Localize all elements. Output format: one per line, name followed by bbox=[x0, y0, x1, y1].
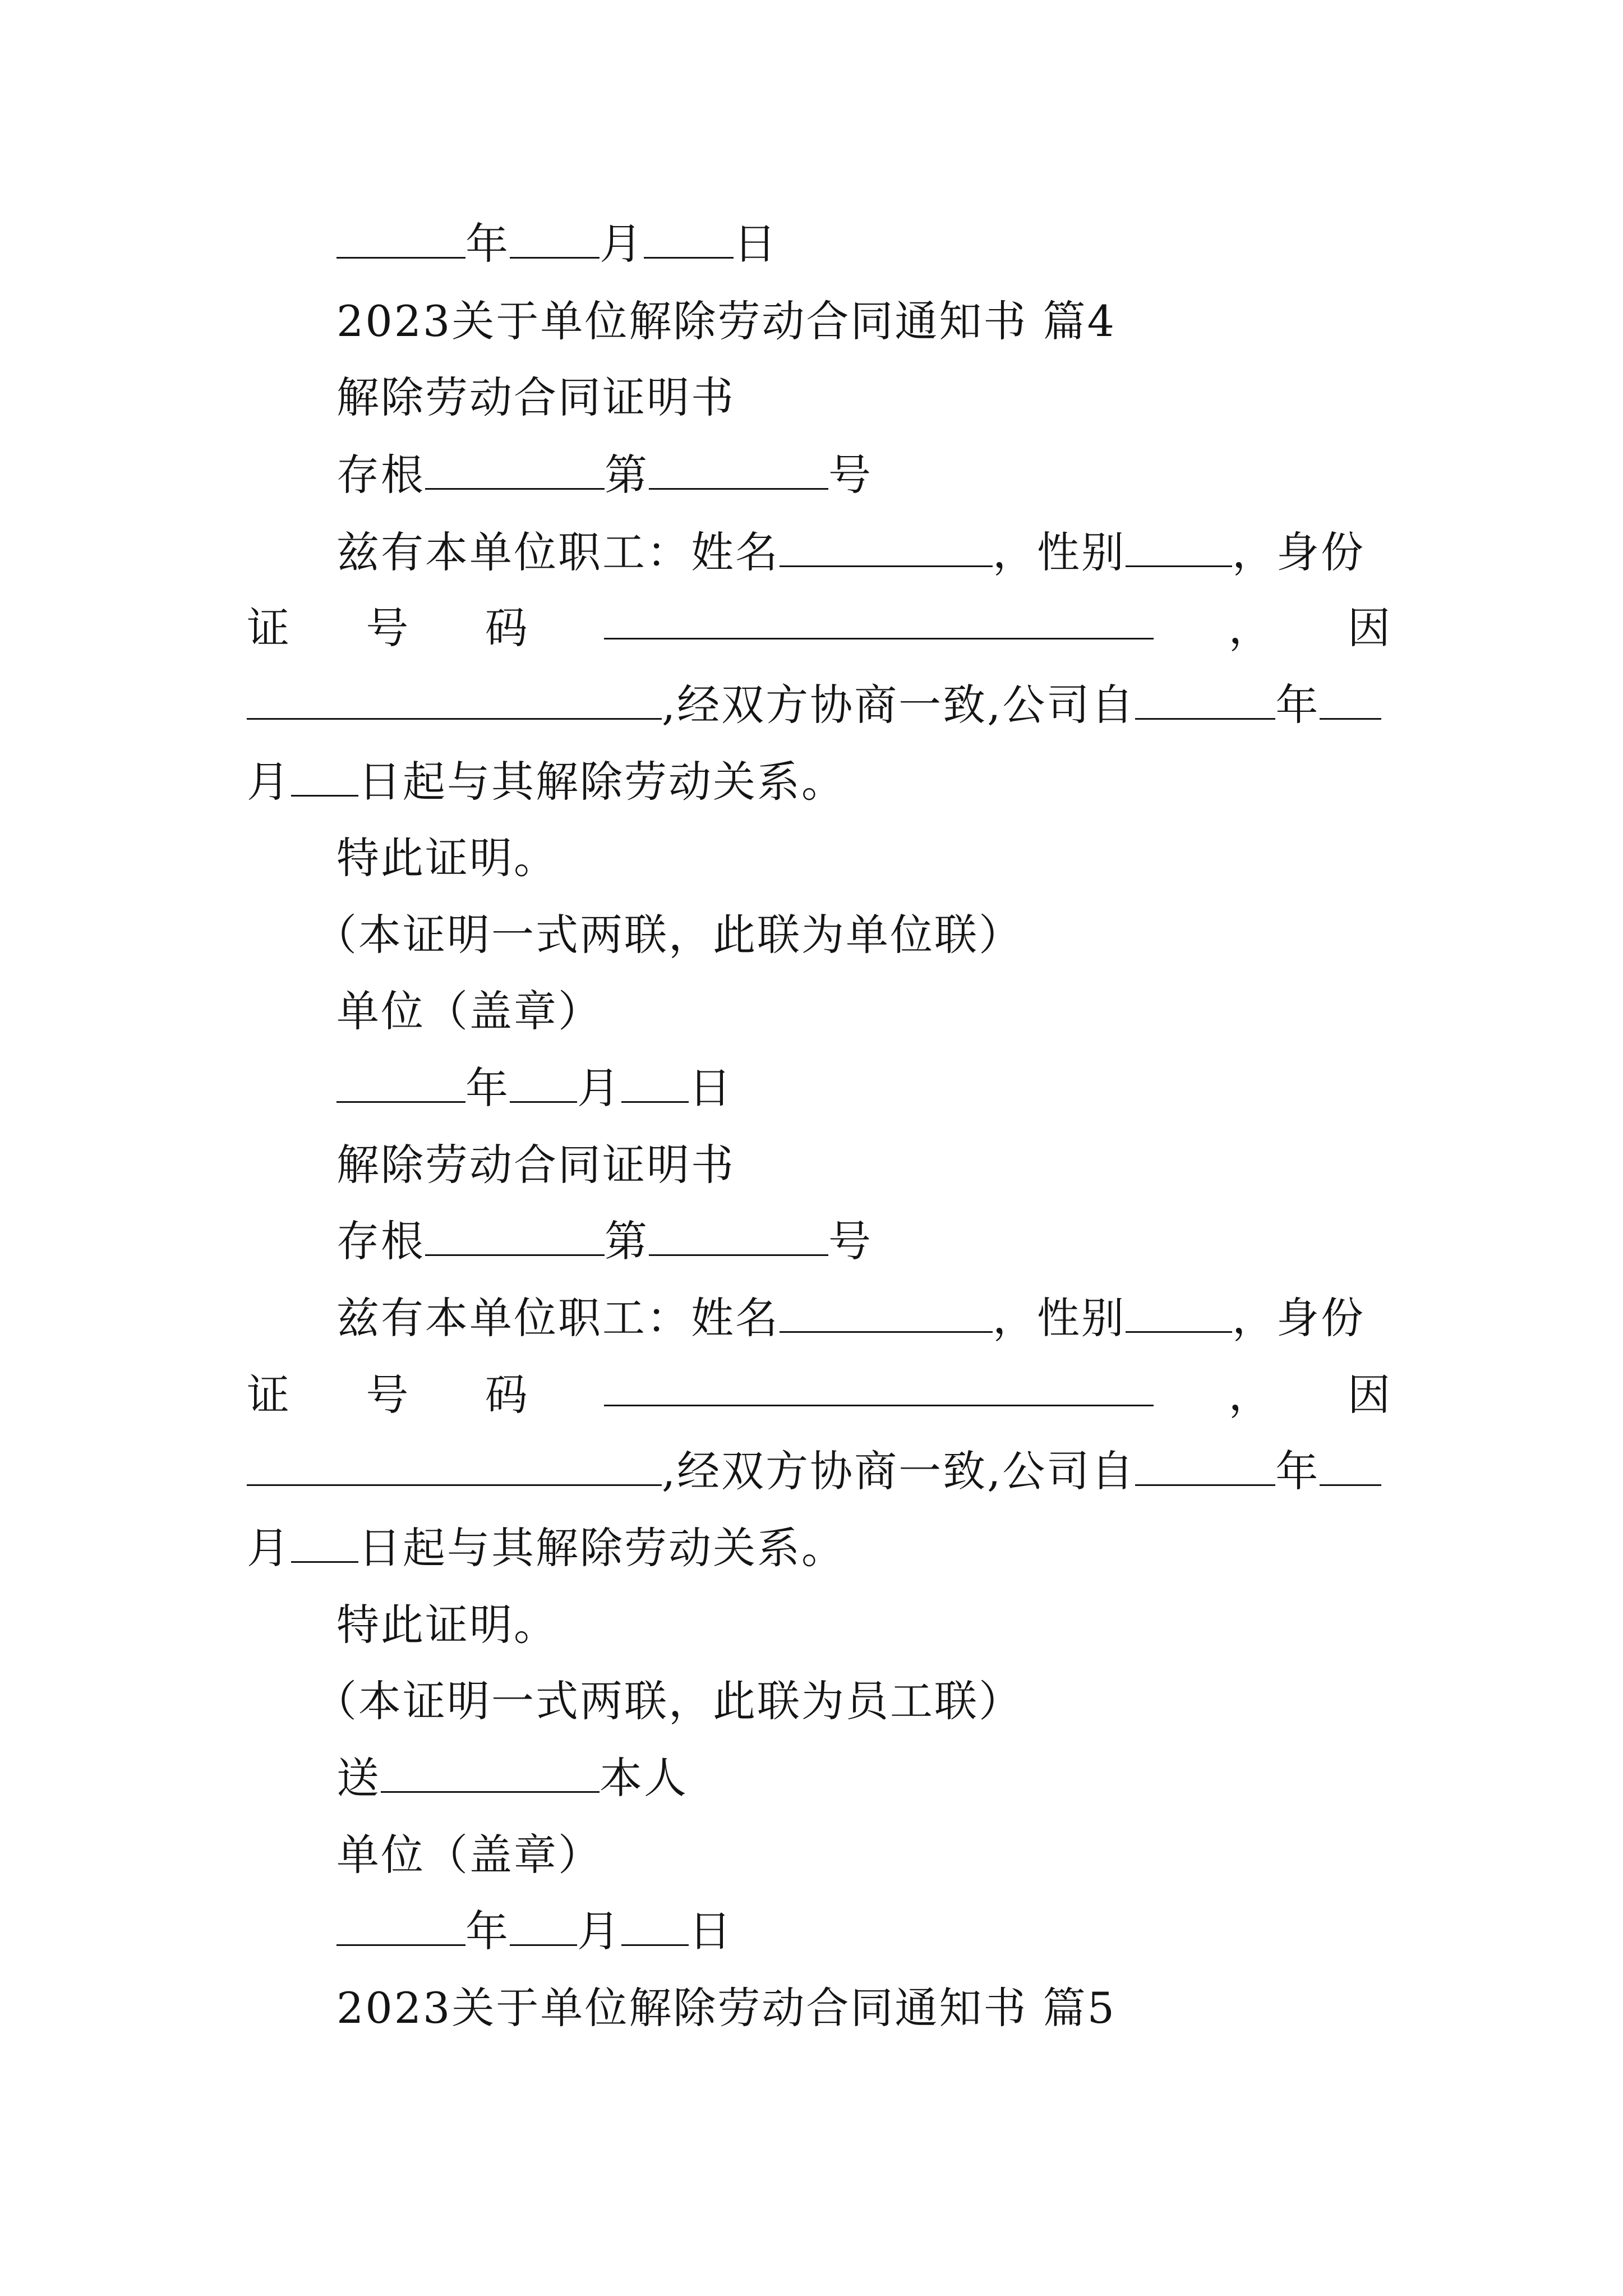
name-blank[interactable] bbox=[780, 1296, 993, 1333]
month-label: 月 bbox=[577, 1063, 621, 1113]
seal-line: 单位（盖章） bbox=[336, 1830, 602, 1880]
id-number-blank[interactable] bbox=[604, 1370, 1154, 1406]
id-label: ，身份 bbox=[1232, 527, 1365, 577]
gender-blank[interactable] bbox=[1126, 1296, 1232, 1333]
id-char: 因 bbox=[1347, 1370, 1392, 1420]
end-line bbox=[247, 757, 846, 807]
id-char: 证 bbox=[247, 1370, 291, 1420]
id-char: 号 bbox=[366, 603, 411, 653]
gender-label: ，性别 bbox=[993, 1293, 1126, 1343]
year-label: 年 bbox=[465, 1063, 510, 1113]
month-blank[interactable] bbox=[1320, 1450, 1381, 1486]
stub-no-label: 第 bbox=[605, 1216, 649, 1266]
gender-blank[interactable] bbox=[1126, 531, 1232, 567]
section-heading-5: 2023关于单位解除劳动合同通知书 篇5 bbox=[336, 1983, 1116, 2033]
id-number-line bbox=[247, 603, 1392, 654]
copy-note: （本证明一式两联，此联为单位联） bbox=[314, 910, 1023, 960]
day-blank[interactable] bbox=[644, 222, 734, 259]
employee-info-line bbox=[336, 1293, 1365, 1343]
day-blank[interactable] bbox=[291, 1526, 358, 1563]
send-line bbox=[336, 1753, 688, 1803]
copy-note: （本证明一式两联，此联为员工联） bbox=[314, 1676, 1023, 1726]
stub-suffix: 号 bbox=[828, 1216, 873, 1266]
month-label: 月 bbox=[247, 1523, 291, 1573]
employee-info-line bbox=[336, 527, 1365, 578]
day-blank[interactable] bbox=[291, 760, 358, 797]
id-char: 码 bbox=[485, 603, 529, 653]
reason-blank[interactable] bbox=[247, 1450, 662, 1486]
seal-line: 单位（盖章） bbox=[336, 986, 602, 1036]
name-label: 兹有本单位职工：姓名 bbox=[336, 1293, 780, 1343]
year-label: 年 bbox=[465, 1906, 510, 1956]
id-char: 因 bbox=[1347, 603, 1392, 653]
month-label: 月 bbox=[247, 757, 291, 807]
certificate-title: 解除劳动合同证明书 bbox=[336, 1140, 735, 1190]
stub-blank[interactable] bbox=[425, 453, 605, 490]
number-blank[interactable] bbox=[649, 1220, 828, 1256]
certificate-title: 解除劳动合同证明书 bbox=[336, 372, 735, 422]
id-label: ，身份 bbox=[1232, 1293, 1365, 1343]
month-blank[interactable] bbox=[510, 1066, 577, 1103]
id-number-blank[interactable] bbox=[604, 603, 1154, 639]
certify-text: 特此证明。 bbox=[336, 1600, 558, 1650]
stub-prefix: 存根 bbox=[336, 450, 425, 500]
month-blank[interactable] bbox=[510, 1910, 577, 1946]
reason-tail: ,经双方协商一致,公司自 bbox=[662, 1446, 1136, 1496]
name-label: 兹有本单位职工：姓名 bbox=[336, 527, 780, 577]
name-blank[interactable] bbox=[780, 531, 993, 567]
stub-line bbox=[336, 450, 873, 500]
number-blank[interactable] bbox=[649, 453, 828, 490]
year-blank[interactable] bbox=[1135, 683, 1275, 720]
send-suffix: 本人 bbox=[600, 1753, 688, 1803]
reason-line bbox=[247, 1446, 1381, 1497]
id-char: ， bbox=[1228, 603, 1273, 653]
day-blank[interactable] bbox=[621, 1910, 689, 1946]
date-line bbox=[336, 1906, 733, 1957]
gender-label: ，性别 bbox=[993, 527, 1126, 577]
year-blank[interactable] bbox=[336, 1910, 465, 1946]
reason-tail: ,经双方协商一致,公司自 bbox=[662, 680, 1136, 730]
section-heading-4: 2023关于单位解除劳动合同通知书 篇4 bbox=[336, 296, 1116, 346]
year-blank[interactable] bbox=[1135, 1450, 1275, 1486]
month-blank[interactable] bbox=[510, 222, 600, 259]
certify-text: 特此证明。 bbox=[336, 833, 558, 883]
id-char: ， bbox=[1228, 1370, 1273, 1420]
date-line bbox=[336, 1063, 733, 1114]
stub-no-label: 第 bbox=[605, 450, 649, 500]
id-char: 号 bbox=[366, 1370, 411, 1420]
stub-prefix: 存根 bbox=[336, 1216, 425, 1266]
stub-line bbox=[336, 1216, 873, 1267]
id-number-line bbox=[247, 1370, 1392, 1420]
end-text: 日起与其解除劳动关系。 bbox=[358, 757, 846, 807]
reason-line bbox=[247, 680, 1381, 730]
day-blank[interactable] bbox=[621, 1066, 689, 1103]
end-line bbox=[247, 1523, 846, 1573]
month-blank[interactable] bbox=[1320, 683, 1381, 720]
year-label: 年 bbox=[1275, 1446, 1320, 1496]
recipient-blank[interactable] bbox=[381, 1756, 600, 1793]
month-label: 月 bbox=[577, 1906, 621, 1956]
month-label: 月 bbox=[600, 219, 644, 269]
year-blank[interactable] bbox=[336, 222, 465, 259]
id-char: 码 bbox=[485, 1370, 529, 1420]
reason-blank[interactable] bbox=[247, 683, 662, 720]
day-label: 日 bbox=[734, 219, 778, 269]
year-label: 年 bbox=[1275, 680, 1320, 730]
id-char: 证 bbox=[247, 603, 291, 653]
year-label: 年 bbox=[465, 219, 510, 269]
send-prefix: 送 bbox=[336, 1753, 381, 1803]
day-label: 日 bbox=[689, 1906, 733, 1956]
stub-blank[interactable] bbox=[425, 1220, 605, 1256]
stub-suffix: 号 bbox=[828, 450, 873, 500]
end-text: 日起与其解除劳动关系。 bbox=[358, 1523, 846, 1573]
year-blank[interactable] bbox=[336, 1066, 465, 1103]
top-date-line bbox=[336, 219, 778, 269]
day-label: 日 bbox=[689, 1063, 733, 1113]
